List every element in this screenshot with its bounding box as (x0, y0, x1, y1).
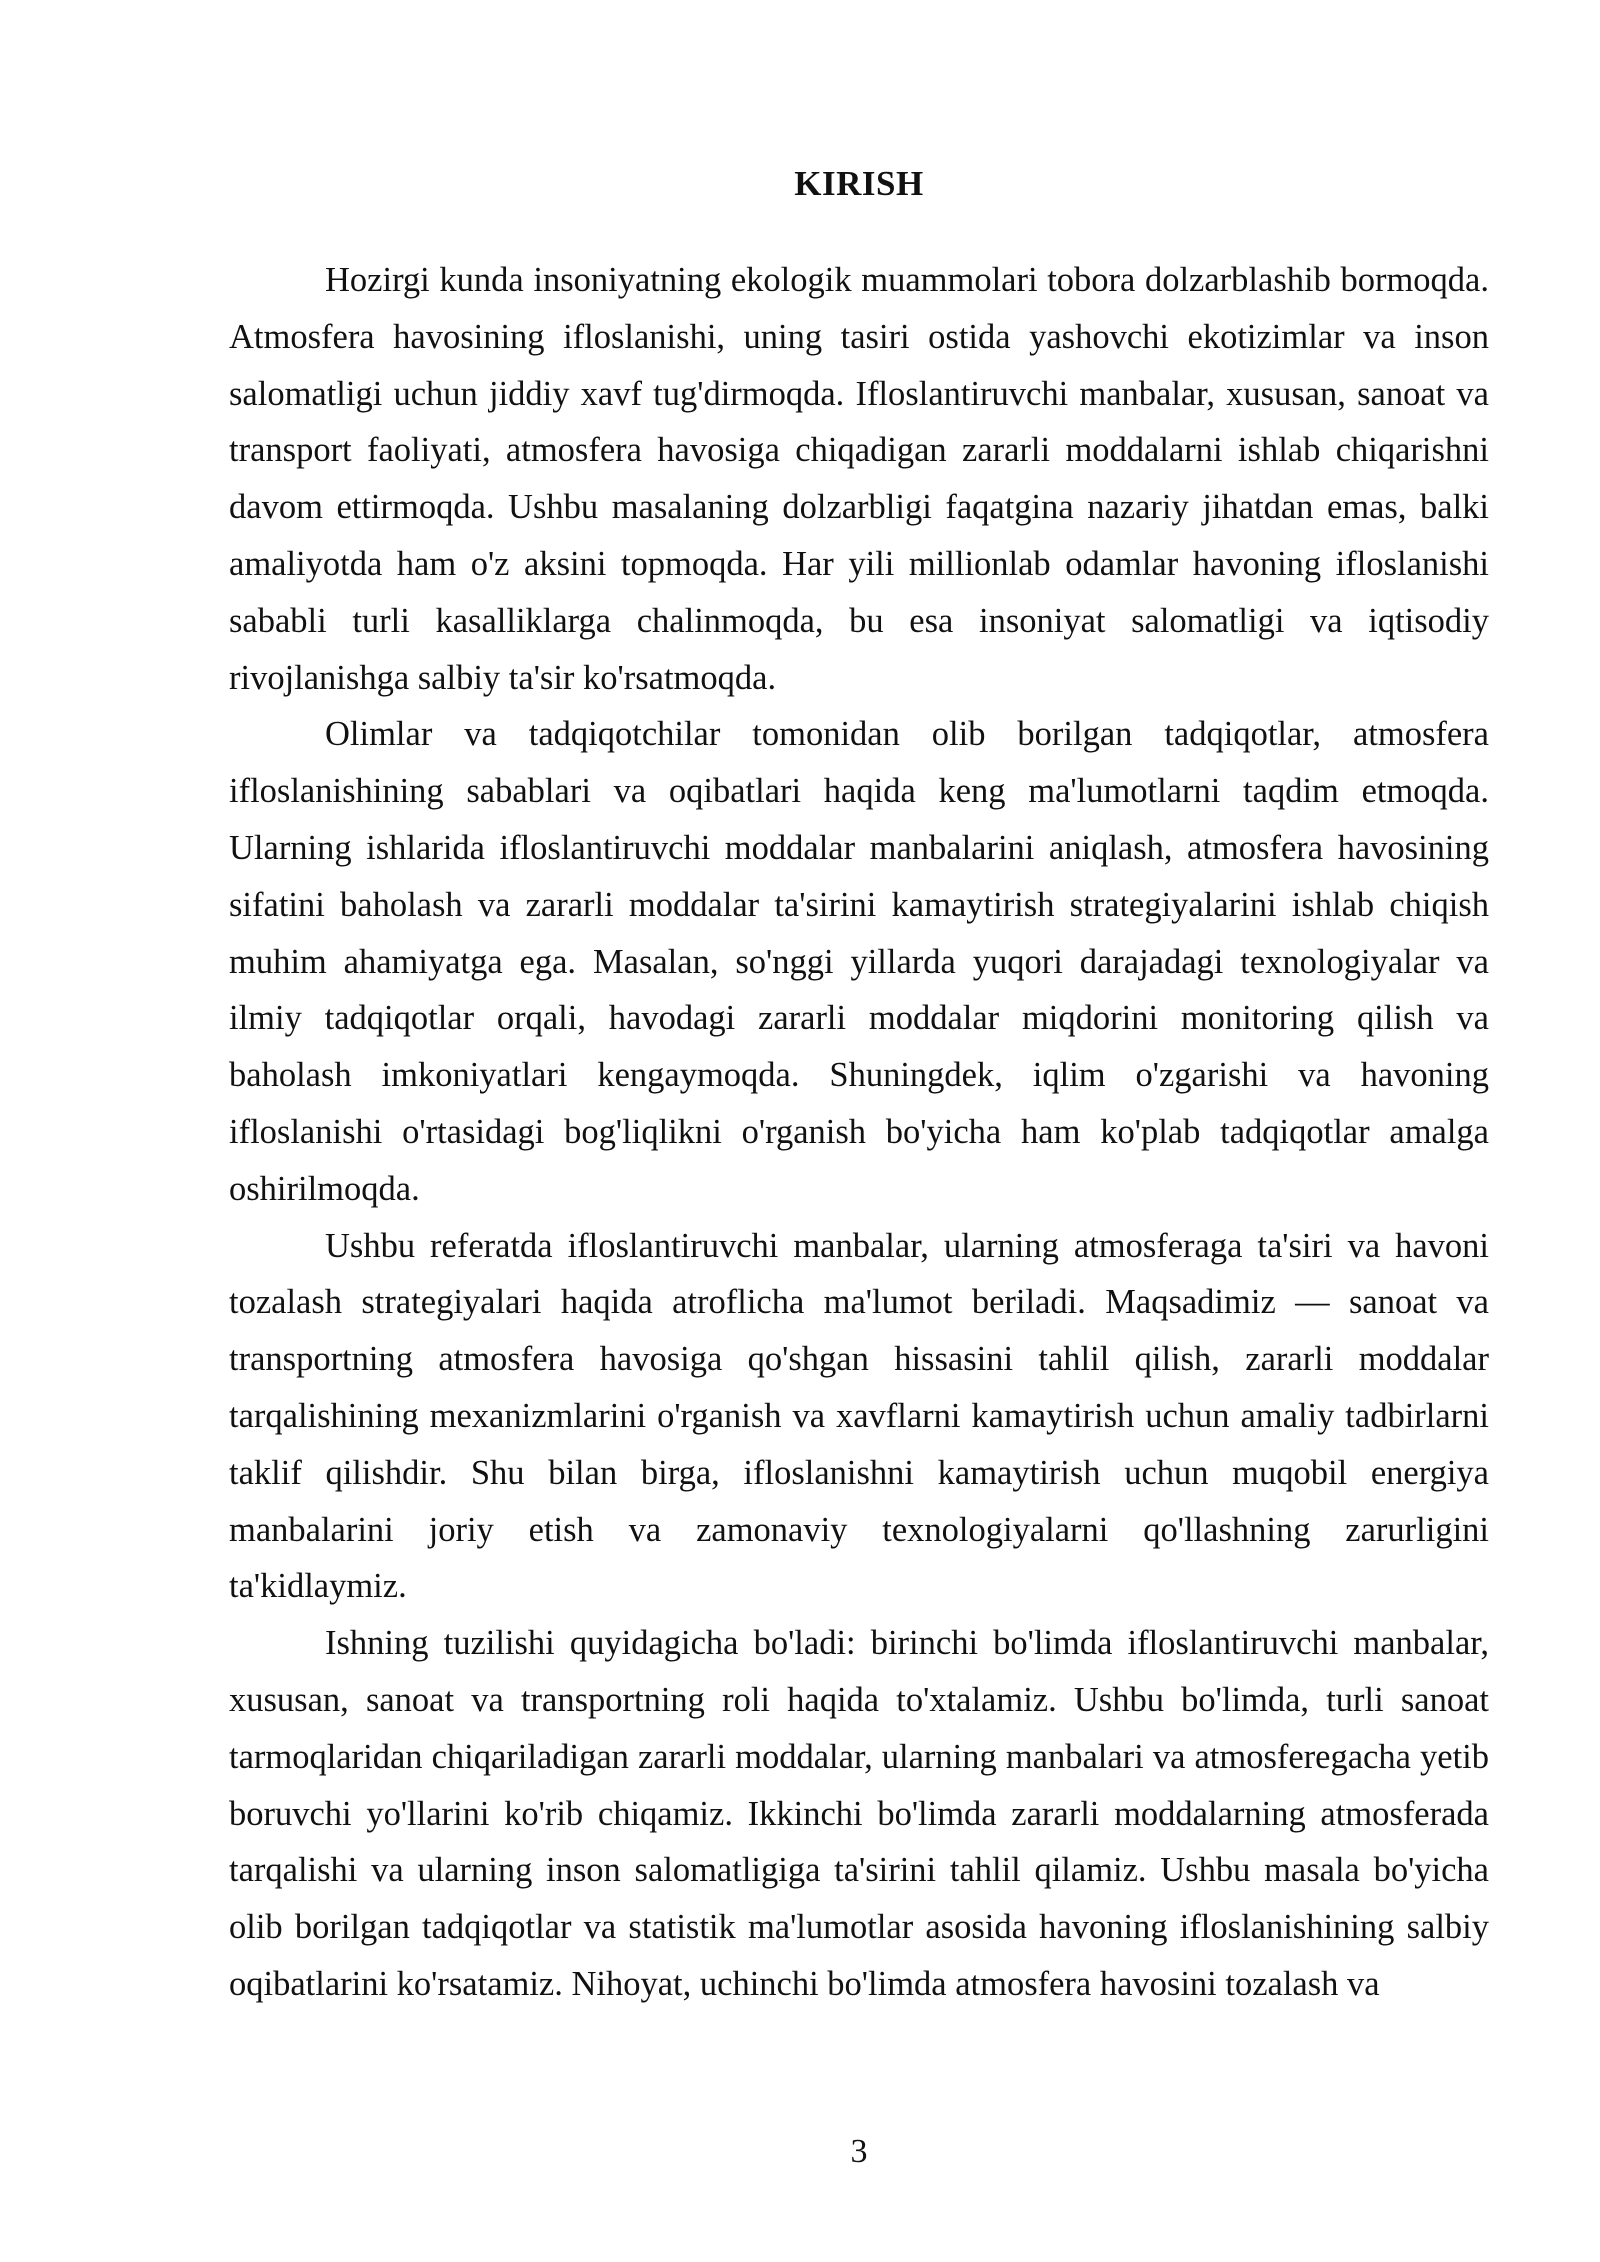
paragraph: Olimlar va tadqiqotchilar tomonidan olib borilgan tadqiqotlar, atmosfera ifloslanishining sabablari va oqibatlari haqida keng ma'lumotlarni taqdim etmoqda. Ularning ishlarida ifloslantiruvchi moddalar manbalarini aniqlash, atmosfera havosining sifatini baholash va zararli moddalar ta'sirini kamaytirish strategiyalarini ishlab chiqish muhim ahamiyatga ega. Masalan, so'nggi yillarda yuqori darajadagi texnologiyalar va ilmiy tadqiqotlar orqali, havodagi zararli moddalar miqdorini monitoring qilish va baholash imkoniyatlari kengaymoqda. Shuningdek, iqlim o'zgarishi va havoning ifloslanishi o'rtasidagi bog'liqlikni o'rganish bo'yicha ham ko'plab tadqiqotlar amalga oshirilmoqda. (229, 715, 1489, 1208)
section-heading: KIRISH (794, 164, 924, 203)
paragraph: Ishning tuzilishi quyidagicha bo'ladi: birinchi bo'limda ifloslantiruvchi manbalar, xususan, sanoat va transportning roli haqida to'xtalamiz. Ushbu bo'limda, turli sanoat tarmoqlaridan chiqariladigan zararli moddalar, ularning manbalari va atmosferegacha yetib boruvchi yo'llarini ko'rib chiqamiz. Ikkinchi bo'limda zararli moddalarning atmosferada tarqalishi va ularning inson salomatligiga ta'sirini tahlil qilamiz. Ushbu masala bo'yicha olib borilgan tadqiqotlar va statistik ma'lumotlar asosida havoning ifloslanishining salbiy oqibatlarini ko'rsatamiz. Nihoyat, uchinchi bo'limda atmosfera havosini tozalash va (229, 1624, 1489, 2003)
paragraph: Ushbu referatda ifloslantiruvchi manbalar, ularning atmosferaga ta'siri va havoni tozalash strategiyalari haqida atroflicha ma'lumot beriladi. Maqsadimiz — sanoat va transportning atmosfera havosiga qo'shgan hissasini tahlil qilish, zararli moddalar tarqalishining mexanizmlarini o'rganish va xavflarni kamaytirish uchun amaliy tadbirlarni taklif qilishdir. Shu bilan birga, ifloslanishni kamaytirish uchun muqobil energiya manbalarini joriy etish va zamonaviy texnologiyalarni qo'llashning zarurligini ta'kidlaymiz. (229, 1226, 1489, 1606)
page-number: 3 (850, 2133, 868, 2170)
paragraph: Hozirgi kunda insoniyatning ekologik muammolari tobora dolzarblashib bormoqda. Atmosfera havosining ifloslanishi, uning tasiri ostida yashovchi ekotizimlar va inson salomatligi uchun jiddiy xavf tug'dirmoqda. Ifloslantiruvchi manbalar, xususan, sanoat va transport faoliyati, atmosfera havosiga chiqadigan zararli moddalarni ishlab chiqarishni davom ettirmoqda. Ushbu masalaning dolzarbligi faqatgina nazariy jihatdan emas, balki amaliyotda ham o'z aksini topmoqda. Har yili millionlab odamlar havoning ifloslanishi sababli turli kasalliklarga chalinmoqda, bu esa insoniyat salomatligi va iqtisodiy rivojlanishga salbiy ta'sir ko'rsatmoqda. (229, 261, 1489, 697)
body-text (229, 252, 1489, 2013)
